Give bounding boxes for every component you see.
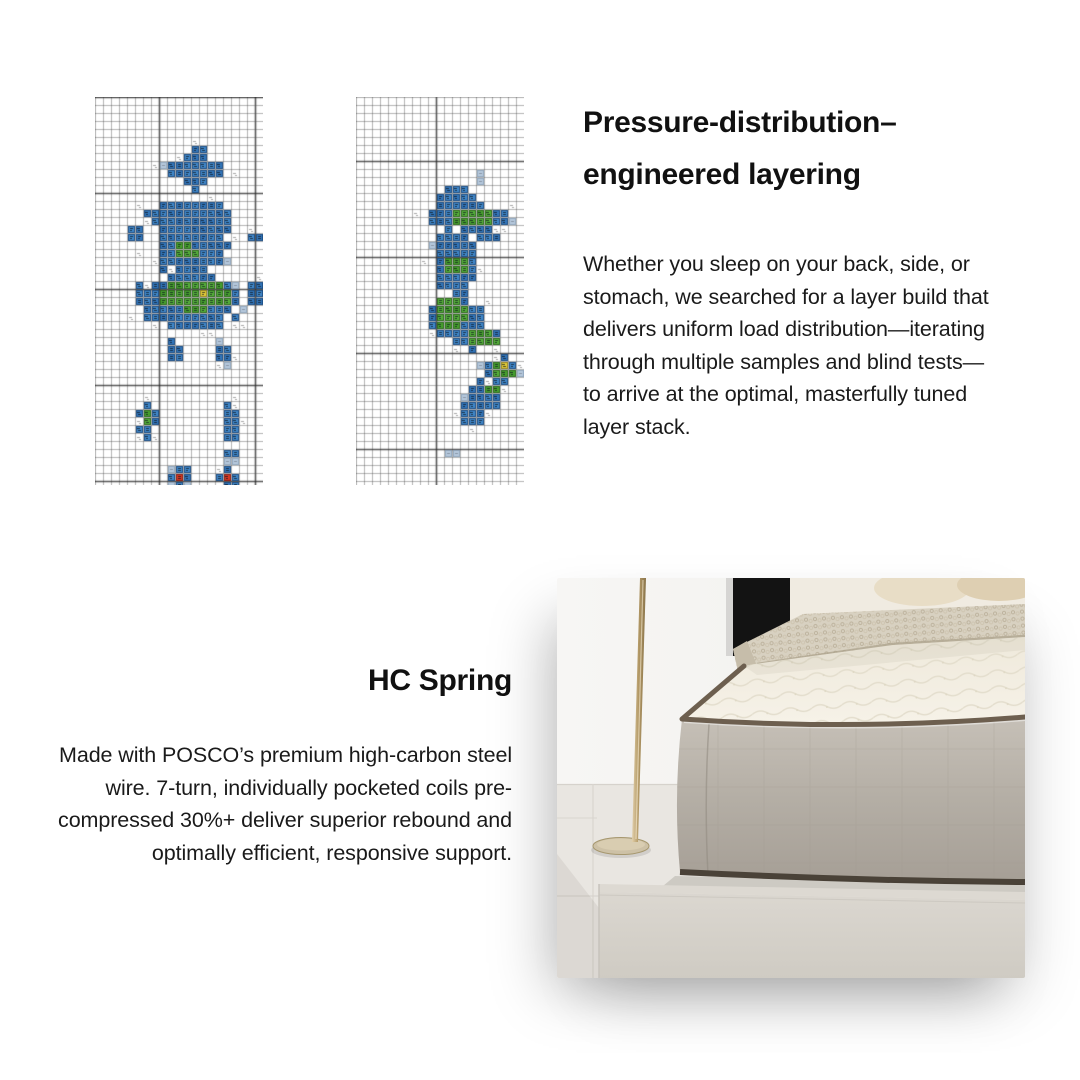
spring-body: Made with POSCO’s premium high-carbon steel wire. 7-turn, individually pocketed coils pre-compressed 30%+ deliver superior rebound and optimally efficient, responsive support. xyxy=(58,743,512,865)
mattress-photo-illustration xyxy=(557,578,1025,978)
spring-heading: HC Spring xyxy=(368,664,512,697)
pressure-heading xyxy=(583,97,993,201)
pressure-map-side-sleeper xyxy=(356,97,524,485)
mattress-side-panel xyxy=(677,717,1025,881)
platform-base xyxy=(599,876,1025,978)
pressure-body: Whether you sleep on your back, side, or stomach, we searched for a layer build that delivers uniform load distribution—iterating through multiple samples and blind tests—to arrive at the optimal, masterfully tuned layer stack. xyxy=(583,252,989,439)
pressure-heading-line2: engineered layering xyxy=(583,158,861,191)
pressure-heading-line1: Pressure-distribution– xyxy=(583,106,897,139)
pressure-map-back-sleeper xyxy=(95,97,263,485)
mattress-corner-photo xyxy=(557,578,1025,978)
pressure-text-block xyxy=(583,97,993,444)
spring-text-block xyxy=(52,655,512,869)
